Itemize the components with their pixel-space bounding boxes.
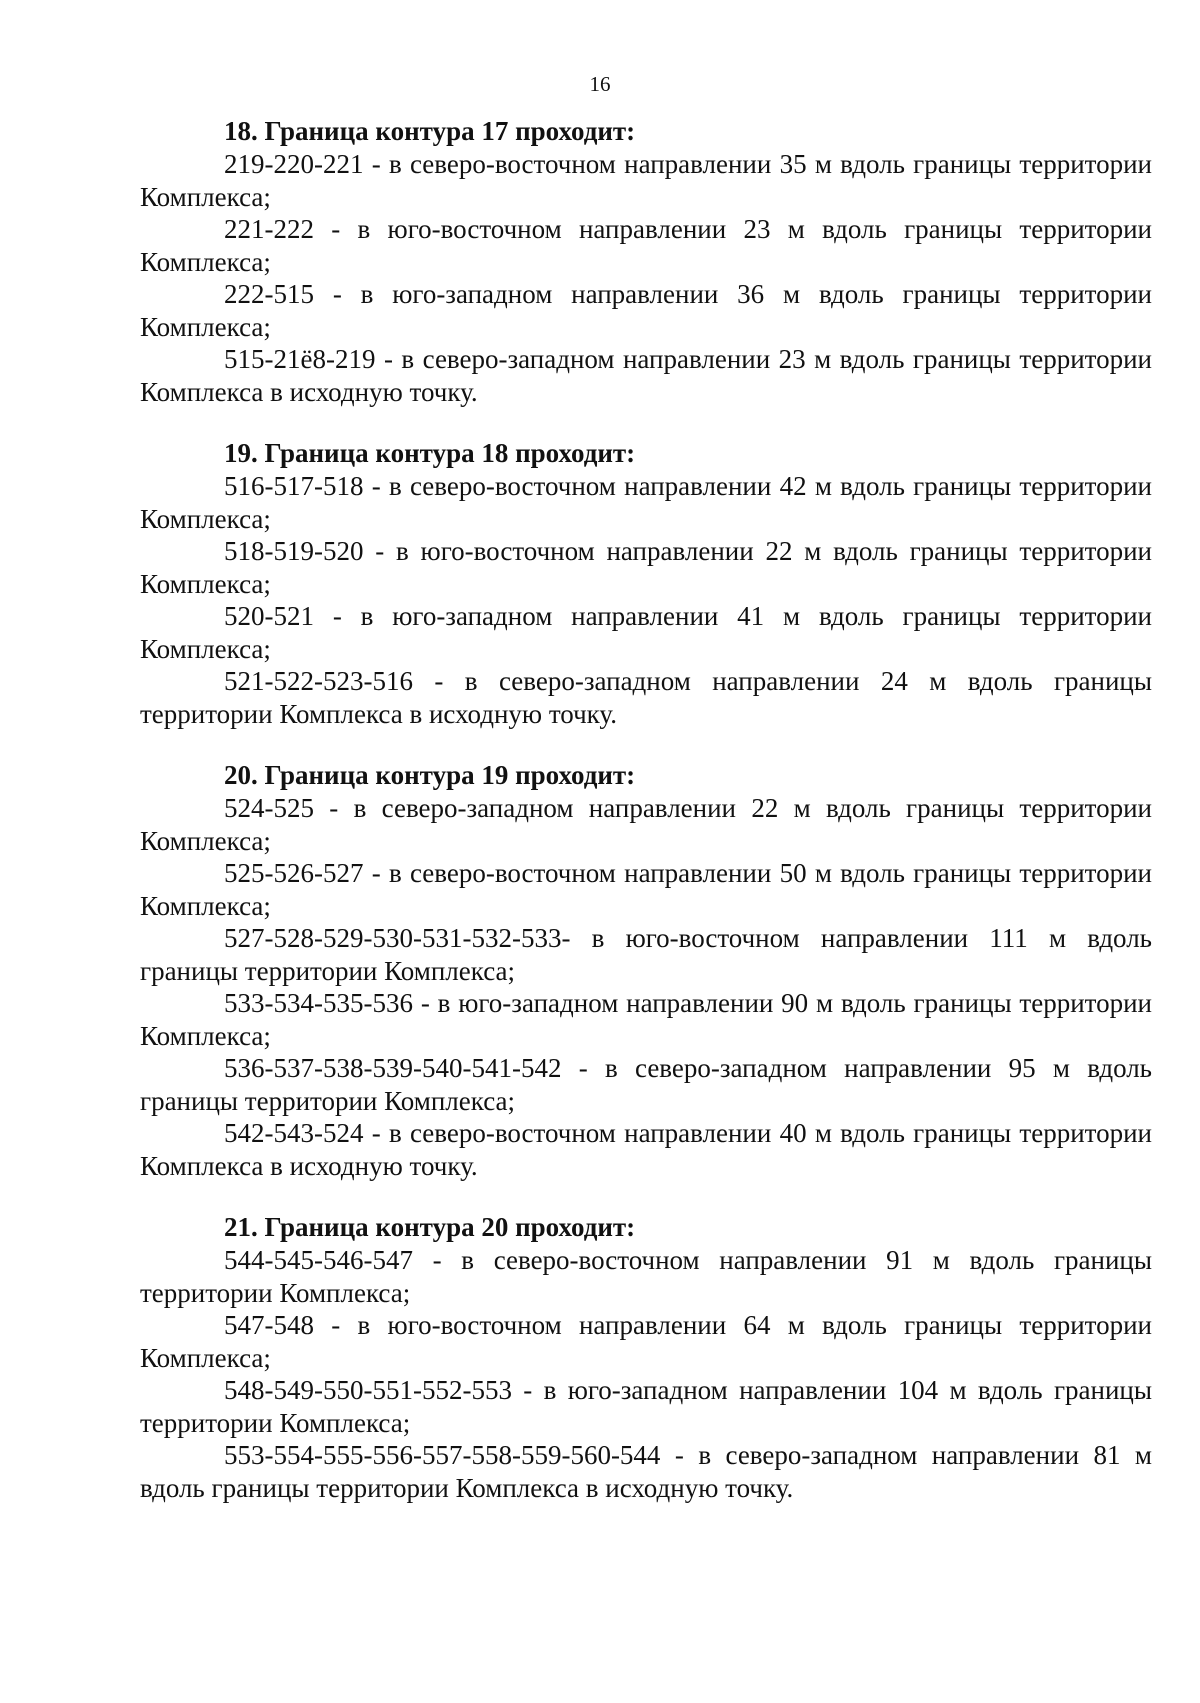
boundary-paragraph: 542-543-524 - в северо-восточном направлении 40 м вдоль границы территории Комплекса в исходную точку. <box>140 1118 1152 1181</box>
section-heading: 21. Граница контура 20 проходит: <box>224 1212 636 1242</box>
section-heading: 18. Граница контура 17 проходит: <box>224 116 636 146</box>
boundary-paragraph: 547-548 - в юго-восточном направлении 64 м вдоль границы территории Комплекса; <box>140 1310 1152 1373</box>
boundary-paragraph: 515-21ё8-219 - в северо-западном направлении 23 м вдоль границы территории Комплекса в исходную точку. <box>140 344 1152 407</box>
boundary-paragraph: 524-525 - в северо-западном направлении 22 м вдоль границы территории Комплекса; <box>140 793 1152 856</box>
section-contour-19 <box>140 759 1152 1182</box>
boundary-paragraph: 219-220-221 - в северо-восточном направлении 35 м вдоль границы территории Комплекса; <box>140 149 1152 212</box>
boundary-paragraph: 518-519-520 - в юго-восточном направлении 22 м вдоль границы территории Комплекса; <box>140 536 1152 599</box>
boundary-paragraph: 553-554-555-556-557-558-559-560-544 - в северо-западном направлении 81 м вдоль границы территории Комплекса в исходную точку. <box>140 1440 1152 1503</box>
boundary-paragraph: 521-522-523-516 - в северо-западном направлении 24 м вдоль границы территории Комплекса в исходную точку. <box>140 666 1152 729</box>
page-number: 16 <box>589 72 611 96</box>
boundary-paragraph: 516-517-518 - в северо-восточном направлении 42 м вдоль границы территории Комплекса; <box>140 471 1152 534</box>
section-contour-18 <box>140 437 1152 730</box>
boundary-paragraph: 548-549-550-551-552-553 - в юго-западном направлении 104 м вдоль границы территории Комплекса; <box>140 1375 1152 1438</box>
boundary-paragraph: 533-534-535-536 - в юго-западном направлении 90 м вдоль границы территории Комплекса; <box>140 988 1152 1051</box>
boundary-paragraph: 520-521 - в юго-западном направлении 41 м вдоль границы территории Комплекса; <box>140 601 1152 664</box>
section-heading: 19. Граница контура 18 проходит: <box>224 438 636 468</box>
boundary-paragraph: 536-537-538-539-540-541-542 - в северо-западном направлении 95 м вдоль границы территории Комплекса; <box>140 1053 1152 1116</box>
boundary-paragraph: 222-515 - в юго-западном направлении 36 м вдоль границы территории Комплекса; <box>140 279 1152 342</box>
boundary-paragraph: 525-526-527 - в северо-восточном направлении 50 м вдоль границы территории Комплекса; <box>140 858 1152 921</box>
document-body <box>140 115 1152 1533</box>
section-contour-17 <box>140 115 1152 408</box>
boundary-paragraph: 527-528-529-530-531-532-533- в юго-восточном направлении 111 м вдоль границы территории Комплекса; <box>140 923 1152 986</box>
section-contour-20 <box>140 1211 1152 1504</box>
boundary-paragraph: 544-545-546-547 - в северо-восточном направлении 91 м вдоль границы территории Комплекса; <box>140 1245 1152 1308</box>
boundary-paragraph: 221-222 - в юго-восточном направлении 23 м вдоль границы территории Комплекса; <box>140 214 1152 277</box>
section-heading: 20. Граница контура 19 проходит: <box>224 760 636 790</box>
